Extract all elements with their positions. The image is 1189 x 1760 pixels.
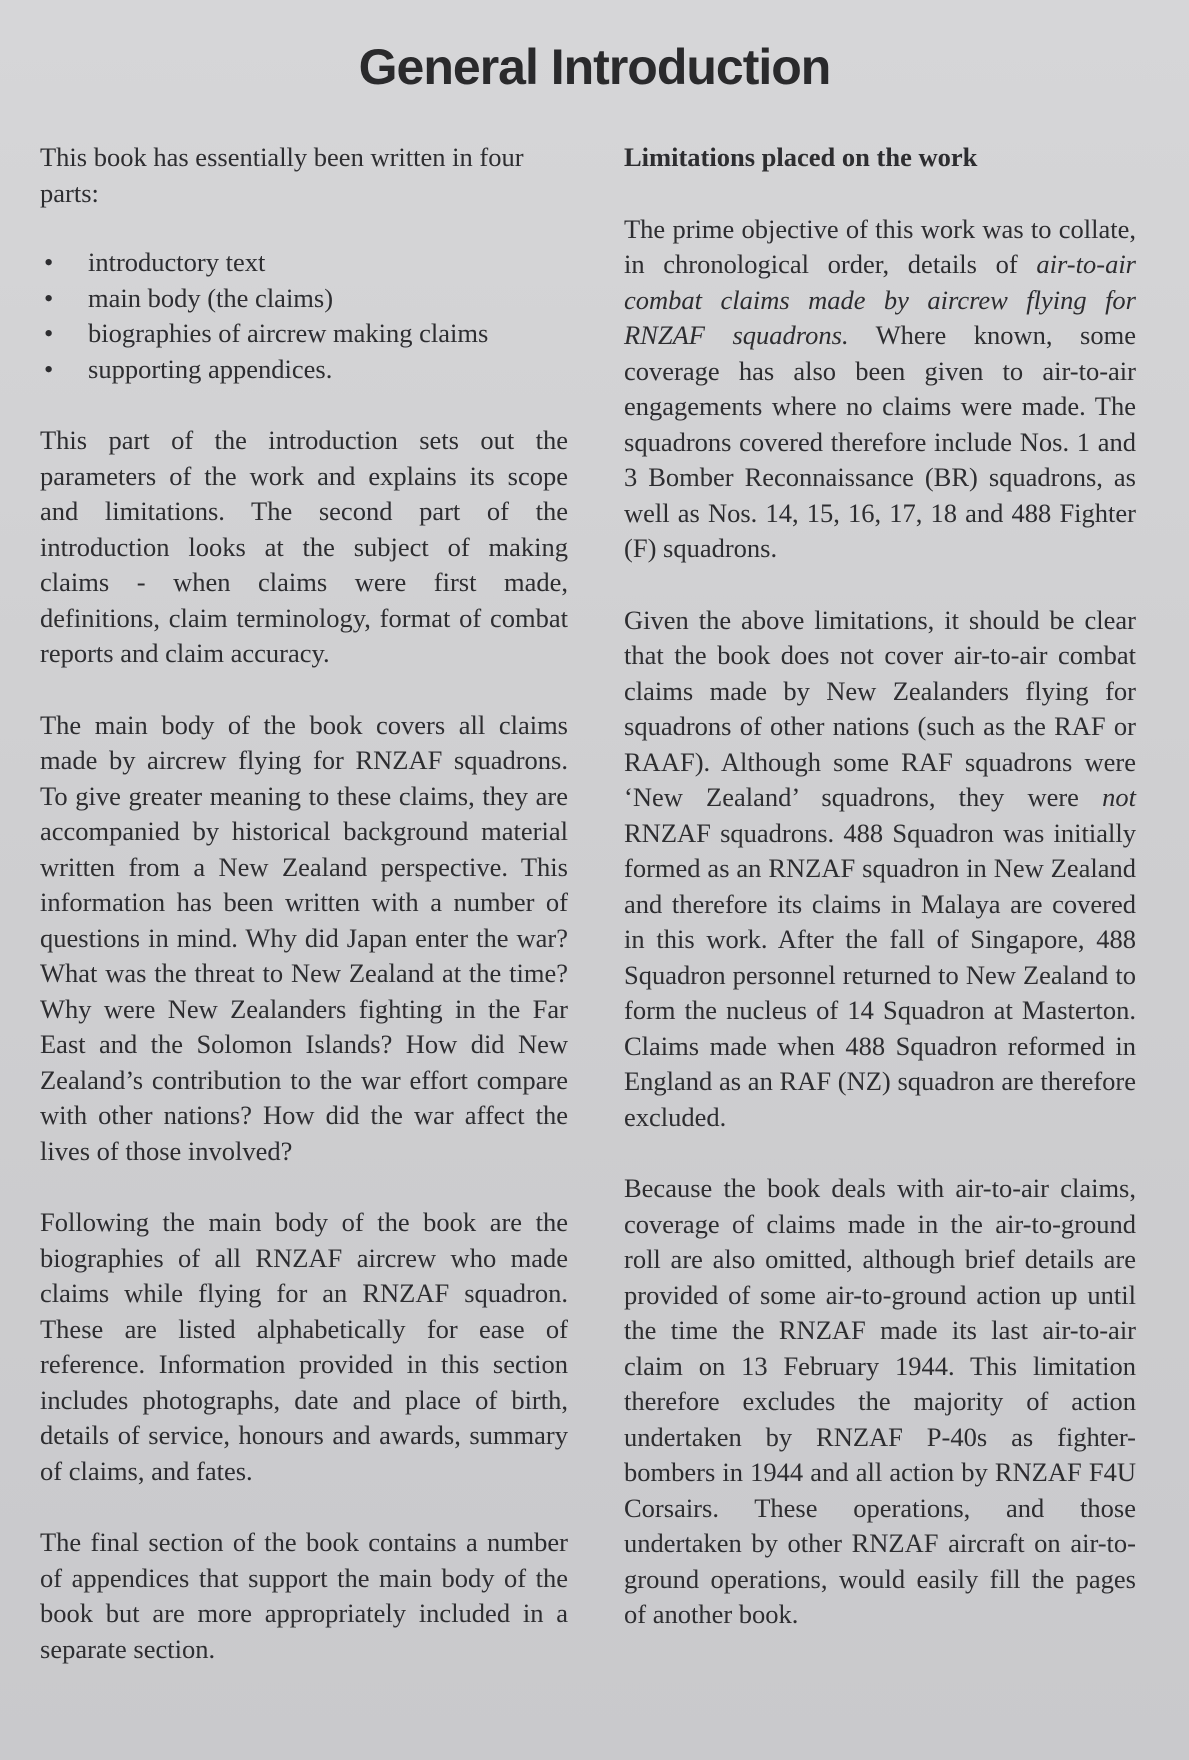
introduction-parts-paragraph: This part of the introduction sets out the parameters of the work and explains its scope and limitations. The second part of the introduction looks at the subject of making claims - when claims were first made, definitions, claim terminology, format of combat reports and claim accuracy. [40,425,568,668]
left-column [40,140,568,1703]
objective-text-italic: air-to-air combat claims made by aircrew flying for RNZAF squadrons. [624,249,1136,350]
right-column [624,140,1136,1669]
intro-paragraph: This book has essentially been written in four parts: [40,142,524,208]
main-body-paragraph: The main body of the book covers all claims made by aircrew flying for RNZAF squadrons. To give greater meaning to these claims, they are accompanied by historical background material written from a New Zealand perspective. This information has been written with a number of questions in mind. Why did Japan enter the war? What was the threat to New Zealand at the time? Why were New Zealanders fighting in the Far East and the Solomon Islands? How did New Zealand’s contribution to the war effort compare with other nations? How did the war affect the lives of those involved? [40,709,568,1166]
biographies-paragraph: Following the main body of the book are the biographies of all RNZAF aircrew who made claims while flying for an RNZAF squadron. These are listed alphabetically for ease of reference. Information provided in this section includes photographs, date and place of birth, details of service, honours and awards, summary of claims, and fates. [40,1207,568,1486]
appendices-paragraph: The final section of the book contains a number of appendices that support the main body of the book but are more appropriately included in a separate section. [40,1527,568,1664]
list-item-text: biographies of aircrew making claims [88,318,489,348]
objective-text-end: Where known, some coverage has also been given to air-to-air engagements where no claims were made. The squadrons covered therefore include Nos. 1 and 3 Bomber Reconnaissance (BR) squadrons, as well as Nos. 14, 15, 16, 17, 18 and 488 Fighter (F) squadrons. [624,320,1136,563]
bullet-icon: • [44,247,54,277]
limitations-text-italic: not [1102,782,1136,812]
list-item-text: main body (the claims) [88,282,334,313]
list-item [40,352,568,388]
list-item [40,316,568,352]
air-to-ground-paragraph: Because the book deals with air-to-air claims, coverage of claims made in the air-to-ground roll are also omitted, although brief details are provided of some air-to-ground action up until the time the RNZAF made its last air-to-air claim on 13 February 1944. This limitation therefore excludes the majority of action undertaken by RNZAF P-40s as fighter-bombers in 1944 and all action by RNZAF F4U Corsairs. These operations, and those undertaken by other RNZAF aircraft on air-to-ground operations, would easily fill the pages of another book. [624,1173,1136,1629]
objective-text-start: The prime objective of this work was to collate, in chronological order, details of [624,213,1136,279]
bullet-icon: • [44,353,54,384]
objective-paragraph [624,212,1136,567]
list-item-text: supporting appendices. [88,353,333,384]
list-item [40,281,568,317]
limitations-paragraph [624,603,1136,1136]
list-item-text: introductory text [88,247,266,277]
limitations-text-start: Given the above limitations, it should be clear that the book does not cover air-to-air combat claims made by New Zealanders flying for squadrons of other nations (such as the RAF or RAAF). Although some RAF squadrons were ‘New Zealand’ squadrons, they were [624,604,1136,812]
bullet-icon: • [44,318,54,348]
page-title: General Introduction [358,39,831,95]
limitations-text-end: RNZAF squadrons. 488 Squadron was initially formed as an RNZAF squadron in New Zealand and therefore its claims in Malaya are covered in this work. After the fall of Singapore, 488 Squadron personnel returned to New Zealand to form the nucleus of 14 Squadron at Masterton. Claims made when 488 Squadron reformed in England as an RAF (NZ) squadron are therefore excluded. [624,817,1136,1132]
bullet-icon: • [44,282,54,313]
list-item [40,245,568,281]
parts-list [40,245,568,387]
section-heading: Limitations placed on the work [624,142,978,172]
